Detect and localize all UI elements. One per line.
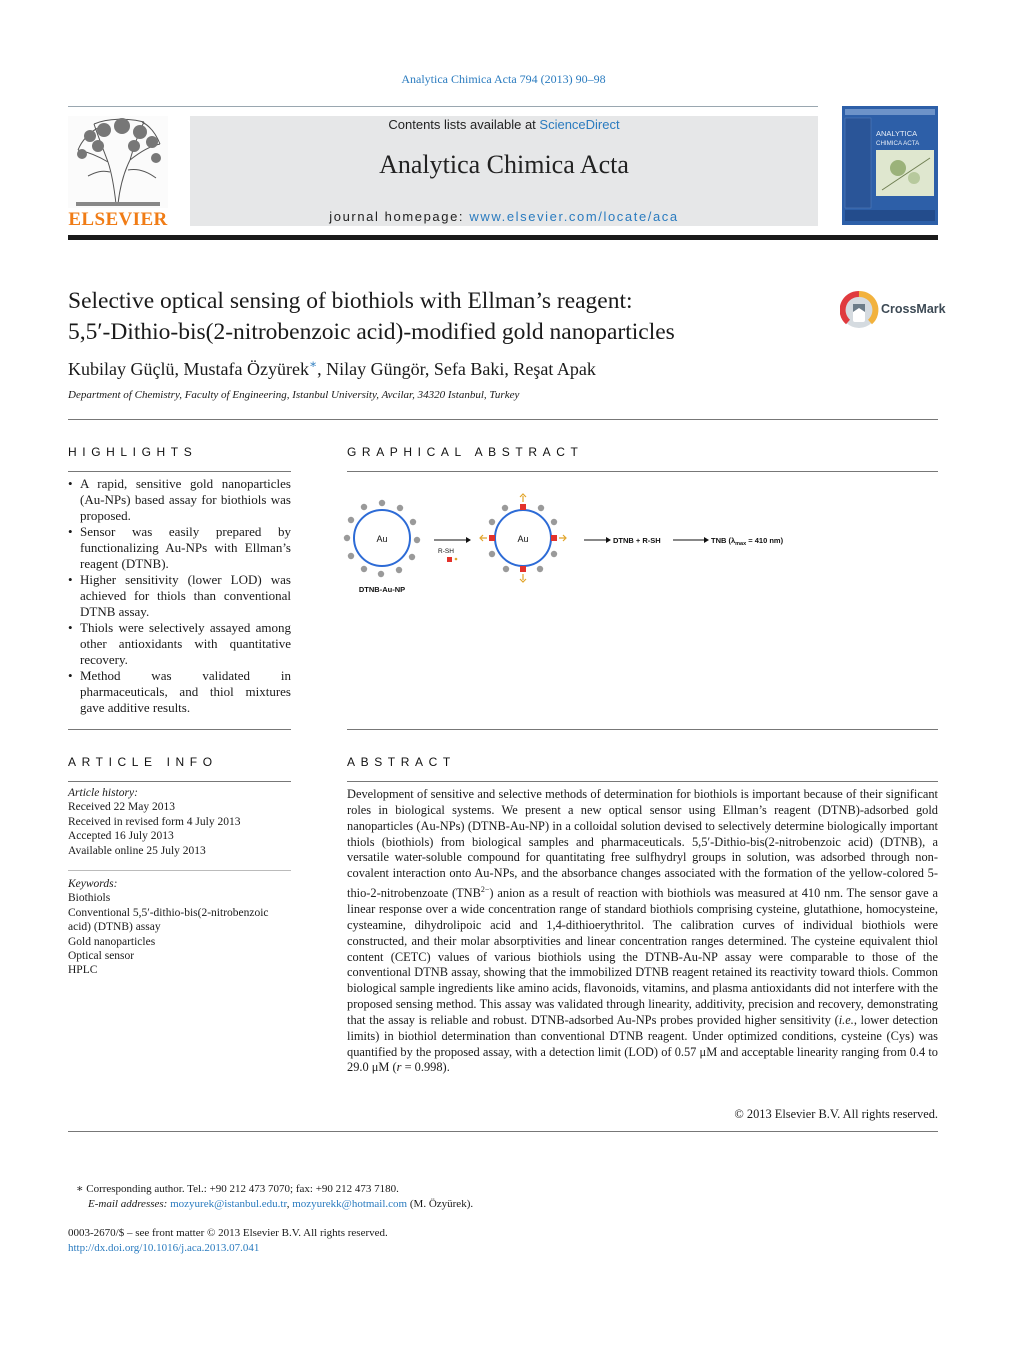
issn-line: 0003-2670/$ – see front matter © 2013 Elsevier B.V. All rights reserved.: [68, 1227, 388, 1239]
doi-link[interactable]: http://dx.doi.org/10.1016/j.aca.2013.07.041: [68, 1242, 260, 1254]
au-np-right: [480, 494, 566, 582]
cover-title-line1: ANALYTICA: [876, 129, 918, 138]
history-label: Article history:: [68, 787, 138, 799]
issn-block: [68, 1226, 868, 1256]
highlight-item: • Sensor was easily prepared by functionalizing Au-NPs with Ellman’s reagent (DTNB).: [68, 524, 291, 572]
corresponding-author-note: ∗ Corresponding author. Tel.: +90 212 473 7070; fax: +90 212 473 7180. E-mail addresses: mozyurek@istanbul.edu.tr, mozyurekk@hotmail.com (M. Özyürek).: [76, 1183, 474, 1210]
highlight-item: • A rapid, sensitive gold nanoparticles (Au-NPs) based assay for biothiols was proposed.: [68, 476, 291, 524]
graphical-bottom-rule: [347, 729, 938, 730]
graphical-abstract-heading: GRAPHICAL ABSTRACT: [347, 445, 584, 459]
reaction-arrow-3: [673, 537, 709, 543]
article-title: [68, 286, 818, 348]
crossmark-badge[interactable]: [840, 290, 946, 330]
abstract-rule: [347, 781, 938, 782]
highlights-bottom-rule: [68, 729, 291, 730]
journal-cover-image[interactable]: [842, 106, 938, 225]
author-2: Mustafa Özyürek: [183, 359, 309, 379]
header-rule: [68, 106, 818, 107]
elsevier-wordmark: ELSEVIER: [68, 209, 168, 230]
online-date: Available online 25 July 2013: [68, 844, 206, 857]
accepted-date: Accepted 16 July 2013: [68, 830, 174, 843]
arrow-label: R-SH: [438, 548, 454, 555]
reaction-product: TNB ($\lambda_{max} = 410$ nm): [711, 536, 784, 547]
affiliation: Department of Chemistry, Faculty of Engineering, Istanbul University, Avcilar, 34320 Istanbul, Turkey: [68, 389, 520, 401]
abstract-text: Development of sensitive and selective methods of determination for biothiols is important because of their significant roles in biological systems. We present a new optical sensor using Ellman’s reagent (DTNB)-adsorbed gold nanoparticles (Au-NPs) (DTNB-Au-NP) in a colloidal solution devised to selectively determine biologically important thiols (biothiols) from biological samples and pharmaceuticals. 5,5′-Dithio-bis(2-nitrobenzoic acid) (DTNB), a versatile water-soluble compound for quantitating free sulfhydryl groups in solution, was adsorbed through non-covalent interaction onto Au-NPs, and the absorbance changes associated with the formation of the yellow-colored 5-thio-2-nitrobenzoate $(TNB^{2-})$ anion as a result of reaction with biothiols was measured at 410 nm. The sensor gave a linear response over a wide concentration range of standard biothiols comprising cysteine, glutathione, homocysteine, cysteamine, dihydrolipoic acid and 1,4-dithioerythritol. The calibration curves of individual biothiols were constructed, and their molar absorptivities and linear concentration ranges determined. The cysteine equivalent thiol content (CETC) values of various biothiols using the DTNB-Au-NP assay were comparable to those of the conventional DTNB assay, showing that the immobilized DTNB reagent retained its reactivity toward thiols. Common biological sample ingredients like amino acids, flavonoids, vitamins, and plasma antioxidants did not interfere with the proposed sensing method. This assay was validated through linearity, additivity, precision and recovery, demonstrating that the assay is reliable and robust. DTNB-adsorbed Au-NPs probes provided higher sensitivity (i.e., lower detection limits) in biothiol determination than conventional DTNB reagent. Under optimized conditions, cysteine (Cys) was quantified by the proposed assay, with a detection limit (LOD) of 0.57 μM and acceptable linearity ranging from 0.4 to 29.0 μM (r = 0.998).: [347, 787, 938, 1075]
highlights-rule: [68, 471, 291, 472]
crossmark-icon: [840, 290, 880, 330]
corresponding-author-mark[interactable]: ∗: [308, 357, 318, 371]
homepage-link[interactable]: www.elsevier.com/locate/aca: [469, 209, 679, 224]
highlight-item: • Thiols were selectively assayed among other antioxidants with quantitative recovery.: [68, 620, 291, 668]
article-info-heading: ARTICLE INFO: [68, 755, 218, 769]
email-link-2[interactable]: mozyurekk@hotmail.com: [292, 1198, 408, 1210]
header-thick-bar: [68, 235, 938, 240]
reaction-arrow-1: [434, 537, 471, 562]
article-title-line1: Selective optical sensing of biothiols with Ellman’s reagent:: [68, 288, 633, 314]
sciencedirect-link[interactable]: ScienceDirect: [539, 117, 620, 132]
keyword: Conventional 5,5′-dithio-bis(2-nitrobenzoic: [68, 906, 269, 919]
email-label: E-mail addresses:: [88, 1198, 171, 1210]
keyword: HPLC: [68, 964, 98, 977]
graphical-abstract-rule: [347, 471, 938, 472]
highlights-heading: HIGHLIGHTS: [68, 445, 198, 459]
keywords-rule: [68, 870, 291, 871]
np2-label: Au: [517, 534, 529, 544]
journal-title: Analytica Chimica Acta: [379, 150, 629, 179]
reaction-arrow-2: [584, 537, 611, 543]
keyword: Optical sensor: [68, 950, 135, 963]
highlights-list: [68, 476, 291, 716]
np1-caption: DTNB-Au-NP: [358, 585, 406, 594]
author-1: Kubilay Güçlü,: [68, 359, 184, 379]
keyword: Biothiols: [68, 892, 111, 905]
contents-line: [190, 117, 818, 132]
abstract-bottom-rule: [68, 1131, 938, 1132]
email-link-1[interactable]: mozyurek@istanbul.edu.tr: [170, 1198, 287, 1210]
article-history: [68, 786, 298, 858]
homepage-prefix: journal homepage:: [329, 209, 470, 224]
crossmark-label: CrossMark: [881, 302, 946, 316]
np1-label: Au: [376, 534, 388, 544]
copyright-notice: © 2013 Elsevier B.V. All rights reserved.: [734, 1107, 938, 1121]
cover-title-line2: CHIMICA ACTA: [876, 140, 920, 147]
title-rule: [68, 419, 938, 420]
highlight-item: • Higher sensitivity (lower LOD) was achieved for thiols than conventional DTNB assay.: [68, 572, 291, 620]
keyword: Gold nanoparticles: [68, 935, 156, 948]
journal-homepage: [190, 209, 818, 224]
journal-citation[interactable]: Analytica Chimica Acta 794 (2013) 90–98: [401, 72, 606, 86]
article-title-line2: 5,5′-Dithio-bis(2-nitrobenzoic acid)-modified gold nanoparticles: [68, 319, 675, 345]
author-list: [68, 357, 868, 380]
highlight-item: • Method was validated in pharmaceuticals, and thiol mixtures gave additive results.: [68, 668, 291, 716]
reaction-reactants: DTNB + R-SH: [613, 536, 661, 545]
corr-text: Corresponding author. Tel.: +90 212 473 7070; fax: +90 212 473 7180.: [83, 1183, 399, 1195]
contents-prefix: Contents lists available at: [388, 117, 540, 132]
corr-mark: ∗: [76, 1183, 84, 1195]
keywords-label: Keywords:: [68, 878, 118, 890]
abstract-heading: ABSTRACT: [347, 755, 456, 769]
keyword: acid) (DTNB) assay: [68, 921, 161, 934]
keywords-block: [68, 877, 298, 978]
article-info-rule: [68, 781, 291, 782]
received-date: Received 22 May 2013: [68, 801, 175, 814]
dtnb-au-np-left: [344, 500, 420, 594]
author-rest: , Nilay Güngör, Sefa Baki, Reşat Apak: [317, 359, 596, 379]
graphical-abstract-figure: [340, 484, 800, 604]
revised-date: Received in revised form 4 July 2013: [68, 815, 241, 828]
